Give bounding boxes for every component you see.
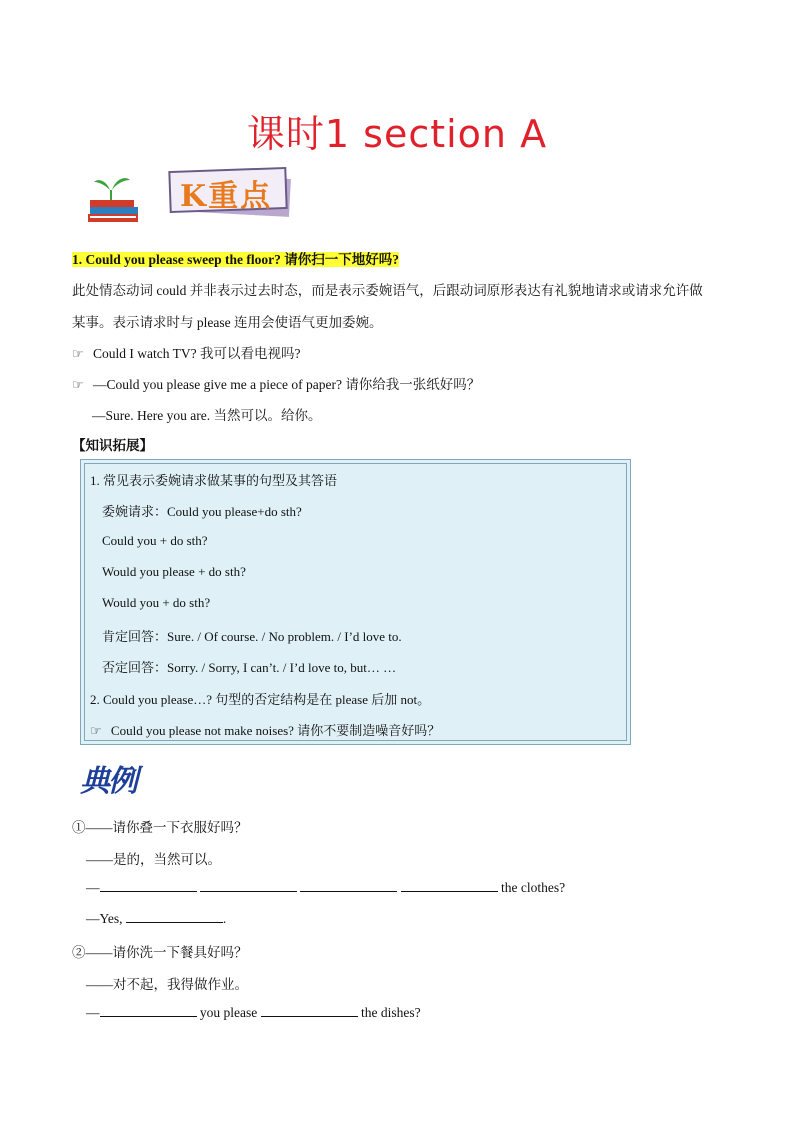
question-2-sentence: — you please the dishes? — [86, 1005, 421, 1020]
page-title: 课时1 section A — [246, 112, 548, 156]
note-line: 肯定回答：Sure. / Of course. / No problem. / I’d love to. — [102, 629, 402, 644]
knowledge-box — [80, 459, 631, 745]
answer-blank[interactable] — [401, 879, 498, 892]
answer-blank[interactable] — [126, 910, 223, 923]
note-line: 否定回答：Sorry. / Sorry, I can’t. / I’d love to, but… … — [102, 660, 397, 675]
question-1-yes: —Yes, . — [86, 911, 227, 926]
point-desc-1: 此处情态动词 could 并非表示过去时态，而是表示委婉语气，后跟动词原形表达有礼貌地请求或请求允许做 — [72, 283, 703, 298]
answer-blank[interactable] — [300, 879, 397, 892]
pointer-icon: ☞ — [72, 378, 84, 393]
note-line: 2. Could you please…? 句型的否定结构是在 please 后加 not。 — [90, 692, 431, 707]
books-icon — [84, 172, 140, 226]
note-line: Would you + do sth? — [102, 595, 211, 610]
answer-blank[interactable] — [200, 879, 297, 892]
note-line: ☞ Could you please not make noises? 请你不要制造噪音好吗？ — [90, 723, 441, 739]
example-line-1: ☞ Could I watch TV? 我可以看电视吗? — [72, 346, 301, 362]
pointer-icon: ☞ — [90, 724, 102, 739]
question-2-answer-cn: ——对不起，我得做作业。 — [86, 977, 248, 992]
example-line-3: —Sure. Here you are. 当然可以。给你。 — [92, 408, 322, 423]
note-line: 委婉请求：Could you please+do sth? — [102, 504, 302, 519]
example-line-2: ☞ —Could you please give me a piece of paper? 请你给我一张纸好吗？ — [72, 377, 481, 393]
example-label: 典例 — [80, 764, 136, 799]
question-1-answer-cn: ——是的，当然可以。 — [86, 852, 221, 867]
expand-heading: 【知识拓展】 — [72, 438, 153, 453]
key-points-badge: K重点 — [164, 166, 298, 218]
note-line: Could you + do sth? — [102, 533, 208, 548]
point-desc-2: 某事。表示请求时与 please 连用会使语气更加委婉。 — [72, 315, 383, 330]
pointer-icon: ☞ — [72, 347, 84, 362]
question-1-sentence: — the clothes? — [86, 880, 566, 895]
answer-blank[interactable] — [261, 1004, 358, 1017]
question-1-cn: ①——请你叠一下衣服好吗？ — [72, 820, 248, 835]
note-line: 1. 常见表示委婉请求做某事的句型及其答语 — [90, 473, 338, 488]
answer-blank[interactable] — [100, 1004, 197, 1017]
answer-blank[interactable] — [100, 879, 197, 892]
note-line: Would you please + do sth? — [102, 564, 246, 579]
point-heading: 1. Could you please sweep the floor? 请你扫一下地好吗? — [72, 252, 399, 267]
question-2-cn: ②——请你洗一下餐具好吗？ — [72, 945, 248, 960]
